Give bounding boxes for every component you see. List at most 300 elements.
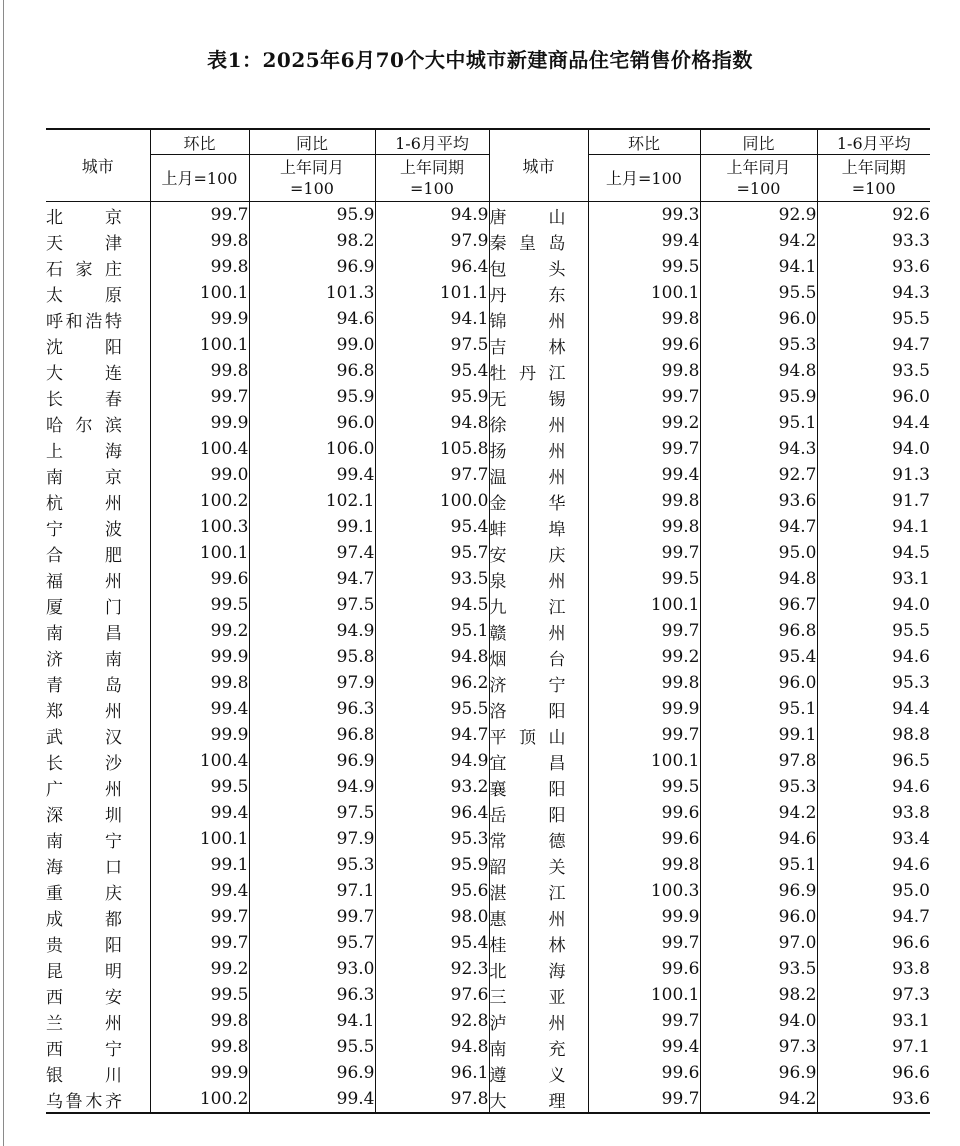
yoy-cell: 96.7 [700,592,817,618]
city-cell [46,956,150,982]
yoy-cell: 95.3 [249,852,375,878]
city-name: 贵阳 [46,935,122,956]
city-name: 长春 [46,389,122,410]
mom-cell: 99.8 [588,358,700,384]
avg-cell: 105.8 [375,436,489,462]
avg-cell: 94.6 [817,644,930,670]
yoy-cell: 97.8 [700,748,817,774]
city-cell [46,1008,150,1034]
yoy-column-header: 同比 [249,129,375,155]
city-cell [46,1060,150,1086]
city-cell [46,618,150,644]
city-name: 湛江 [489,883,566,904]
table-row [46,384,930,410]
city-name: 天津 [46,233,122,254]
mom-cell: 99.1 [150,852,249,878]
avg-cell: 98.8 [817,722,930,748]
mom-cell: 99.4 [588,1034,700,1060]
city-name: 常德 [489,831,566,852]
mom-cell: 100.1 [588,982,700,1008]
yoy-cell: 94.7 [700,514,817,540]
yoy-cell: 99.4 [249,1086,375,1113]
city-name: 泉州 [489,571,566,592]
city-name: 桂林 [489,935,566,956]
mom-cell: 99.5 [588,774,700,800]
table-row [46,644,930,670]
avg-cell: 95.4 [375,358,489,384]
city-name: 合肥 [46,545,122,566]
mom-cell: 100.1 [588,592,700,618]
city-cell [489,488,588,514]
city-cell [489,384,588,410]
avg-cell: 93.5 [375,566,489,592]
table-row [46,1008,930,1034]
city-name: 丹东 [489,285,566,306]
city-cell [46,644,150,670]
yoy-cell: 94.6 [249,306,375,332]
mom-cell: 99.7 [588,436,700,462]
avg-cell: 97.9 [375,228,489,254]
city-name: 太原 [46,285,122,306]
yoy-cell: 101.3 [249,280,375,306]
avg-cell: 95.9 [375,384,489,410]
city-name: 烟台 [489,649,566,670]
avg-cell: 97.8 [375,1086,489,1113]
yoy-cell: 95.3 [700,332,817,358]
table-row [46,696,930,722]
city-name: 徐州 [489,415,566,436]
avg-cell: 97.6 [375,982,489,1008]
city-cell [489,826,588,852]
mom-cell: 99.5 [150,592,249,618]
city-name: 成都 [46,909,122,930]
city-cell [46,488,150,514]
avg-cell: 94.1 [375,306,489,332]
city-cell [489,1086,588,1113]
city-name: 杭州 [46,493,122,514]
yoy-cell: 94.6 [700,826,817,852]
city-cell [489,462,588,488]
city-name: 泸州 [489,1013,566,1034]
city-cell [46,566,150,592]
city-cell [489,618,588,644]
city-name: 南充 [489,1039,566,1060]
avg-cell: 93.5 [817,358,930,384]
mom-cell: 99.8 [150,254,249,280]
table-row [46,540,930,566]
mom-cell: 99.7 [588,1008,700,1034]
city-name: 西宁 [46,1039,122,1060]
yoy-cell: 94.3 [700,436,817,462]
mom-cell: 99.5 [588,254,700,280]
avg-cell: 94.7 [375,722,489,748]
table-row [46,1060,930,1086]
avg-cell: 94.9 [375,748,489,774]
avg-cell: 94.7 [817,332,930,358]
mom-cell: 99.6 [588,332,700,358]
city-cell [489,410,588,436]
city-name: 南宁 [46,831,122,852]
avg-cell: 100.0 [375,488,489,514]
city-cell [489,202,588,229]
yoy-cell: 97.0 [700,930,817,956]
city-cell [489,592,588,618]
yoy-cell: 96.3 [249,696,375,722]
yoy-cell: 95.9 [700,384,817,410]
mom-cell: 100.4 [150,748,249,774]
city-name: 西安 [46,987,122,1008]
city-name: 平顶山 [489,727,566,748]
avg-cell: 94.4 [817,410,930,436]
city-cell [46,254,150,280]
city-name: 青岛 [46,675,122,696]
avg-cell: 94.4 [817,696,930,722]
avg-cell: 96.0 [817,384,930,410]
table-row [46,722,930,748]
city-name: 福州 [46,571,122,592]
yoy-cell: 95.0 [700,540,817,566]
table-row [46,566,930,592]
city-cell [489,930,588,956]
avg-cell: 94.8 [375,410,489,436]
avg-cell: 93.8 [817,800,930,826]
avg-cell: 94.0 [817,592,930,618]
city-cell [46,592,150,618]
city-cell [489,670,588,696]
mom-cell: 99.7 [150,202,249,229]
mom-base-label: 上月=100 [150,155,249,202]
city-name: 厦门 [46,597,122,618]
avg-cell: 94.1 [817,514,930,540]
table-row [46,1086,930,1113]
avg-base-label: 上年同期 =100 [817,155,930,202]
table-row [46,202,930,229]
city-name: 深圳 [46,805,122,826]
table-row [46,878,930,904]
city-cell [46,930,150,956]
city-cell [46,410,150,436]
city-cell [489,774,588,800]
avg-cell: 92.8 [375,1008,489,1034]
price-index-table [46,128,930,1114]
city-cell [489,228,588,254]
yoy-cell: 96.0 [700,904,817,930]
table-row [46,280,930,306]
city-cell [489,566,588,592]
table-row [46,670,930,696]
city-cell [489,540,588,566]
city-cell [46,462,150,488]
yoy-column-header: 同比 [700,129,817,155]
yoy-cell: 95.5 [700,280,817,306]
city-name: 韶关 [489,857,566,878]
mom-cell: 99.9 [150,1060,249,1086]
table-row [46,618,930,644]
mom-cell: 99.4 [150,878,249,904]
mom-cell: 99.8 [150,358,249,384]
yoy-cell: 95.4 [700,644,817,670]
mom-cell: 100.1 [588,280,700,306]
yoy-cell: 95.7 [249,930,375,956]
yoy-cell: 99.7 [249,904,375,930]
yoy-cell: 94.8 [700,566,817,592]
yoy-cell: 96.3 [249,982,375,1008]
city-cell [489,514,588,540]
header-row-1 [46,129,930,155]
avg-cell: 95.6 [375,878,489,904]
table-row [46,436,930,462]
city-cell [46,306,150,332]
city-name: 重庆 [46,883,122,904]
city-name: 岳阳 [489,805,566,826]
mom-cell: 99.6 [588,1060,700,1086]
mom-cell: 99.9 [588,696,700,722]
avg-cell: 96.2 [375,670,489,696]
city-name: 襄阳 [489,779,566,800]
mom-cell: 99.4 [150,800,249,826]
city-name: 北京 [46,207,122,228]
avg-cell: 93.2 [375,774,489,800]
city-name: 南京 [46,467,122,488]
mom-cell: 99.2 [150,956,249,982]
mom-cell: 99.0 [150,462,249,488]
city-cell [46,1086,150,1113]
table-row [46,462,930,488]
mom-cell: 100.1 [150,826,249,852]
yoy-cell: 97.9 [249,670,375,696]
table-row [46,956,930,982]
mom-cell: 99.2 [588,644,700,670]
mom-column-header: 环比 [150,129,249,155]
city-name: 上海 [46,441,122,462]
page-edge-line [3,0,4,1146]
table-row [46,358,930,384]
city-cell [489,982,588,1008]
avg-cell: 91.3 [817,462,930,488]
city-cell [489,1060,588,1086]
table-row [46,254,930,280]
avg-cell: 92.3 [375,956,489,982]
yoy-cell: 97.1 [249,878,375,904]
avg-cell: 95.4 [375,930,489,956]
city-cell [489,956,588,982]
avg-cell: 97.1 [817,1034,930,1060]
city-name: 银川 [46,1065,122,1086]
city-name: 赣州 [489,623,566,644]
city-cell [489,1008,588,1034]
city-cell [489,280,588,306]
table-row [46,488,930,514]
city-name: 大连 [46,363,122,384]
avg-cell: 93.4 [817,826,930,852]
yoy-cell: 99.1 [700,722,817,748]
yoy-cell: 94.0 [700,1008,817,1034]
city-name: 包头 [489,259,566,280]
table-row [46,228,930,254]
city-name: 温州 [489,467,566,488]
yoy-cell: 93.6 [700,488,817,514]
city-cell [46,384,150,410]
mom-cell: 99.7 [588,540,700,566]
yoy-cell: 95.3 [700,774,817,800]
city-cell [489,722,588,748]
avg-cell: 94.3 [817,280,930,306]
city-name: 武汉 [46,727,122,748]
city-cell [489,878,588,904]
mom-cell: 99.8 [588,852,700,878]
avg-cell: 93.3 [817,228,930,254]
city-cell [46,514,150,540]
city-cell [46,228,150,254]
yoy-cell: 96.9 [249,1060,375,1086]
table-row [46,332,930,358]
city-name: 三亚 [489,987,566,1008]
avg-cell: 92.6 [817,202,930,229]
yoy-cell: 94.9 [249,618,375,644]
yoy-cell: 94.1 [249,1008,375,1034]
mom-cell: 99.6 [588,800,700,826]
mom-cell: 99.6 [588,956,700,982]
mom-cell: 99.7 [588,1086,700,1113]
mom-cell: 99.9 [150,722,249,748]
city-cell [46,540,150,566]
city-name: 石家庄 [46,259,122,280]
city-name: 宁波 [46,519,122,540]
yoy-base-label: 上年同月 =100 [700,155,817,202]
avg-cell: 94.8 [375,644,489,670]
city-name: 锦州 [489,311,566,332]
city-cell [46,826,150,852]
city-cell [46,1034,150,1060]
mom-cell: 99.7 [588,618,700,644]
yoy-cell: 95.9 [249,384,375,410]
mom-cell: 99.3 [588,202,700,229]
mom-cell: 99.9 [588,904,700,930]
city-cell [46,280,150,306]
city-cell [489,254,588,280]
yoy-cell: 95.5 [249,1034,375,1060]
header-row-2 [46,155,930,202]
city-cell [46,904,150,930]
mom-cell: 99.7 [588,722,700,748]
mom-cell: 100.4 [150,436,249,462]
mom-cell: 99.8 [588,306,700,332]
yoy-cell: 93.5 [700,956,817,982]
city-name: 惠州 [489,909,566,930]
mom-base-label: 上月=100 [588,155,700,202]
yoy-cell: 99.1 [249,514,375,540]
city-cell [46,722,150,748]
avg-cell: 93.6 [817,1086,930,1113]
yoy-cell: 97.9 [249,826,375,852]
yoy-base-label: 上年同月 =100 [249,155,375,202]
city-name: 大理 [489,1091,566,1112]
yoy-cell: 98.2 [249,228,375,254]
yoy-cell: 96.0 [700,306,817,332]
avg-cell: 94.0 [817,436,930,462]
city-cell [46,202,150,229]
yoy-cell: 96.8 [249,358,375,384]
mom-cell: 99.8 [588,514,700,540]
city-name: 长沙 [46,753,122,774]
yoy-cell: 97.5 [249,592,375,618]
city-name: 九江 [489,597,566,618]
yoy-cell: 96.9 [700,1060,817,1086]
yoy-cell: 97.4 [249,540,375,566]
mom-cell: 99.5 [150,982,249,1008]
city-cell [46,748,150,774]
city-cell [489,1034,588,1060]
avg-cell: 97.7 [375,462,489,488]
city-cell [46,852,150,878]
avg-cell: 96.1 [375,1060,489,1086]
city-name: 宜昌 [489,753,566,774]
city-cell [46,774,150,800]
city-name: 南昌 [46,623,122,644]
city-name: 吉林 [489,337,566,358]
avg-cell: 95.9 [375,852,489,878]
avg-cell: 96.5 [817,748,930,774]
avg-base-label: 上年同期 =100 [375,155,489,202]
avg-cell: 93.1 [817,566,930,592]
city-column-header: 城市 [489,129,588,202]
avg-cell: 95.5 [817,306,930,332]
city-name: 金华 [489,493,566,514]
city-name: 蚌埠 [489,519,566,540]
yoy-cell: 94.9 [249,774,375,800]
mom-cell: 99.4 [150,696,249,722]
city-name: 郑州 [46,701,122,722]
city-cell [489,904,588,930]
yoy-cell: 96.9 [700,878,817,904]
yoy-cell: 95.1 [700,696,817,722]
mom-cell: 99.9 [150,306,249,332]
mom-cell: 100.3 [150,514,249,540]
mom-cell: 100.3 [588,878,700,904]
mom-cell: 99.4 [588,462,700,488]
city-cell [489,358,588,384]
yoy-cell: 96.8 [249,722,375,748]
city-name: 海口 [46,857,122,878]
yoy-cell: 95.1 [700,852,817,878]
mom-cell: 99.8 [150,1008,249,1034]
yoy-cell: 96.9 [249,254,375,280]
mom-cell: 100.2 [150,1086,249,1113]
mom-cell: 99.8 [588,670,700,696]
mom-cell: 99.8 [150,1034,249,1060]
city-name: 唐山 [489,207,566,228]
table-row [46,592,930,618]
avg-cell: 94.7 [817,904,930,930]
avg-cell: 96.6 [817,1060,930,1086]
mom-cell: 99.2 [588,410,700,436]
yoy-cell: 93.0 [249,956,375,982]
mom-cell: 99.5 [588,566,700,592]
avg-cell: 91.7 [817,488,930,514]
avg-cell: 95.0 [817,878,930,904]
mom-cell: 99.7 [588,384,700,410]
city-cell [489,436,588,462]
avg-cell: 93.6 [817,254,930,280]
avg-cell: 95.7 [375,540,489,566]
yoy-cell: 94.2 [700,1086,817,1113]
table-row [46,930,930,956]
yoy-cell: 96.8 [700,618,817,644]
yoy-cell: 94.2 [700,228,817,254]
avg-cell: 98.0 [375,904,489,930]
yoy-cell: 102.1 [249,488,375,514]
table-row [46,904,930,930]
